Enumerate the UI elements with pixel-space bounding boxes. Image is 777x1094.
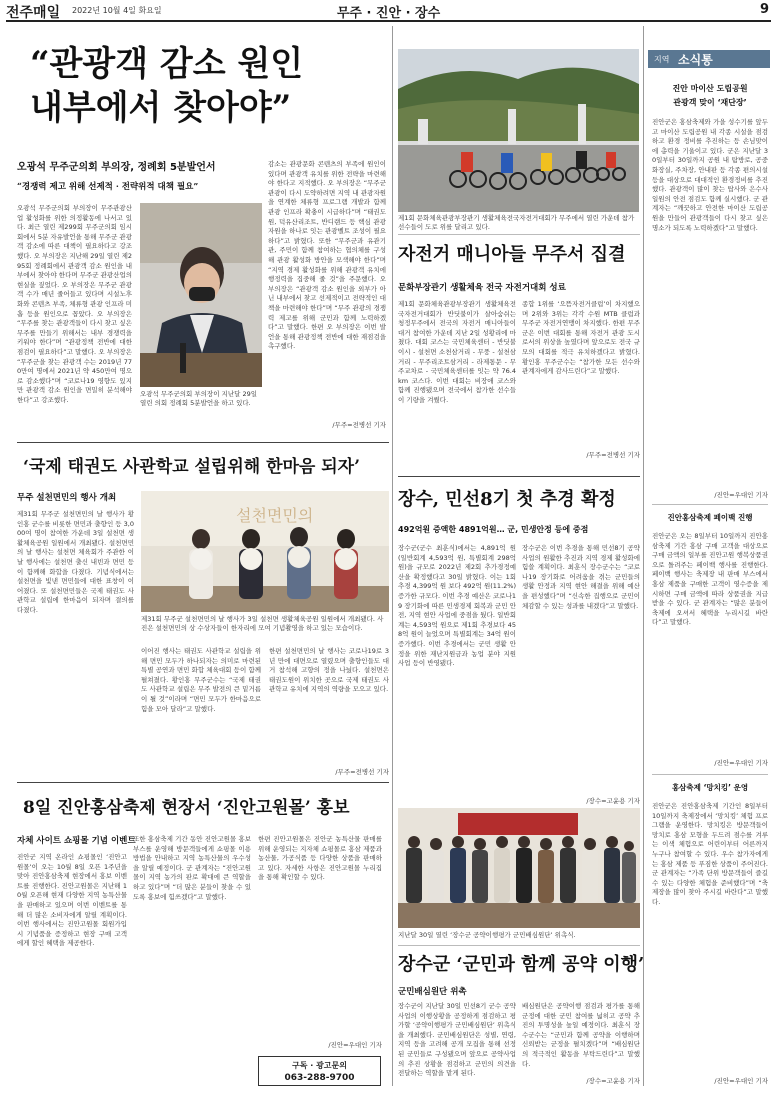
sidebar-item3-body: 진안군은 진안홍삼축제 기간인 8일부터 10일까지 축제장에서 ‘망치킹’ 체험 프로그램을 운영한다. 망치킹은 방문객들이 망치로 홍삼 모형을 두드려 점수를 겨루는 이색 체험으로 어린이부터 어른까지 누구나 참여할 수 있다. 우수 참가자에게는 홍삼 제품 등 푸짐한 상품이 주어진다. 군 관계자는 “가족 단위 방문객들이 즐길 수 있는 다양한 체험을 준비했다”며 “축제장을 많이 찾아 주시길 바란다”고 말했다. bbox=[652, 802, 768, 906]
divider bbox=[398, 234, 640, 235]
sidebar-item2-body: 진안군은 오는 8일부터 10일까지 진안홍삼축제 기간 홍삼 구매 고객을 대상으로 구매 금액의 일부를 진안고원 행복상품권으로 돌려주는 페이백 행사를 진행한다. 페이백 행사는 축제장 내 판매 부스에서 홍삼 제품을 구매한 고객이 영수증을 제시하면 구매 금액에 따라 상품권을 지급받을 수 있다. 군 관계자는 “많은 분들이 축제에 오셔서 혜택을 누리시길 바란다”고 말했다. bbox=[652, 532, 768, 627]
article6-body-col3: 한편 진안고원몰은 진안군 농특산물 판매를 위해 운영되는 지자체 쇼핑몰로 홍삼 제품과 농산물, 가공식품 등 다양한 상품을 판매하고 있다. 자세한 사항은 진안고원몰 누리집을 통해 확인할 수 있다. bbox=[258, 835, 382, 882]
article6-subheadline: 자체 사이트 쇼핑몰 기념 이벤트 bbox=[17, 836, 136, 846]
group-photo bbox=[398, 808, 640, 928]
article6-body-col1: 진안군 지역 온라인 쇼핑몰인 ‘진안고원몰’이 오는 10월 8일 오픈 1주년을 맞아 진안홍삼축제 현장에서 홍보 이벤트를 진행한다. 진안고원몰은 지난해 10월 오픈해 현재 다양한 지역 농특산물을 판매하고 있으며 이번 이벤트를 통해 더 많은 소비자에게 알릴 계획이다. 이번 행사에서는 진안고원몰 회원가입 시 기념품을 증정하고 현장 구매 고객에게 할인 혜택을 제공한다. bbox=[17, 853, 127, 948]
article4-subheadline: 492억원 증액한 4891억원… 군, 민생안정 등에 중점 bbox=[398, 525, 589, 534]
sidebar-item3-headline: 홍삼축제 ‘망치킹’ 운영 bbox=[671, 783, 749, 792]
article1-subheadline: 오광석 무주군의회 부의장, 정례회 5분발언서 bbox=[17, 162, 216, 173]
sidebar-item1-headline-2: 관광객 맞이 ‘재단장’ bbox=[673, 98, 747, 107]
section-title: 무주 · 진안 · 장수 bbox=[336, 6, 441, 21]
article1-headline-line1: “관광객 감소 원인 bbox=[30, 44, 304, 84]
article5-photo-caption: 지난달 30일 열린 ‘장수군 공약이행평가 군민배심원단’ 위촉식. bbox=[398, 931, 576, 939]
divider bbox=[652, 504, 768, 505]
article1-body-col1: 오광석 무주군의회 부의장이 무주관광산업 활성화를 위한 의정활동에 나서고 있다. 최근 열린 제299회 무주군의회 임시회에서 5분 자유발언을 통해 무주군 관광객 감소에 따른 대책이 필요하다고 강조했다. 오 부의장은 지난해 29일 열린 제295회 정례회에서 관광객 감소 원인을 내부에서 찾아야 한다며 무주군 관광산업의 현실을 짚었다. 오 부의장은 무주군 관광객 수가 매년 줄어들고 있다며 시설노후화와 콘텐츠 부족, 체류형 관광 인프라 미흡 등을 원인으로 꼽았다. 오 부의장은 “무주를 찾는 관광객들이 다시 찾고 싶은 무주를 만들기 위해서는 내부 경쟁력을 키워야 한다”며 “관광정책 전반에 대한 점검이 필요하다”고 말했다. 오 부의장은 “무주군을 찾는 관광객 수는 2019년 770만여 명에서 2021년 약 450만여 명으로 감소했다”며 “코로나19 영향도 있지만 관광객 감소 원인을 면밀히 분석해야 한다”고 강조했다. bbox=[17, 204, 132, 404]
section-divider bbox=[17, 782, 389, 783]
sidebar-item1-byline: /진안=우대인 기자 bbox=[714, 491, 768, 499]
sidebar-item1-headline-1: 진안 마이산 도립공원 bbox=[672, 84, 748, 93]
sidebar-item1-body: 진안군은 홍삼축제와 가을 성수기를 앞두고 마이산 도립공원 내 각종 시설을 점검하고 환경 정비를 추진하는 등 손님맞이에 총력을 기울이고 있다. 군은 지난달 30일부터 30일까지 공원 내 탐방로, 공중화장실, 주차장, 안내판 등 각종 편의시설 등을 대상으로 대대적인 환경정비를 추진했다. 관광객이 많이 찾는 탑사와 은수사 일원의 안전 점검도 함께 실시했다. 군 관계자는 “깨끗하고 안전한 마이산 도립공원을 만들어 관광객들이 다시 찾고 싶은 명소가 되도록 노력하겠다”고 말했다. bbox=[652, 118, 768, 232]
article1-deck: “경쟁력 제고 위해 선제적 · 전략위적 대책 필요” bbox=[17, 182, 199, 192]
article3-body-col3: 한편 설천면민의 날 행사는 코로나19로 3년 만에 대면으로 열렸으며 출향인들도 대거 참석해 고향의 정을 나눴다. 설천면은 태권도원이 위치한 곳으로 국제 태권도 사관학교 유치에 지역의 역량을 모으고 있다. bbox=[269, 647, 389, 694]
cycling-race-photo bbox=[398, 49, 639, 212]
article4-headline: 장수, 민선8기 첫 추경 확정 bbox=[398, 489, 616, 510]
article3-photo-caption: 제31회 무주군 설천면민의 날 행사가 3일 설천면 생활체육공원 일원에서 개최됐다. 사진은 설천면민의 상 수상자들이 한자리에 모여 기념촬영을 하고 있는 모습이다. bbox=[141, 615, 384, 632]
article2-body-col2: 종합 1위를 ‘으뜸자전거클럽’이 차지했으며 2위와 3위는 각각 수원 MTB 클럽과 무주군 자전거연맹이 차지했다. 한편 무주군은 이번 대회를 통해 자전거 관광 도시로서의 위상을 높였다며 앞으로도 전국 규모의 대회를 적극 유치하겠다고 밝혔다. 황인홍 무주군수는 “참가한 모든 선수와 관계자에게 감사드린다”고 말했다. bbox=[522, 300, 640, 376]
article6-body-col2: 또한 홍삼축제 기간 동안 진안고원몰 홍보부스를 운영해 방문객들에게 쇼핑몰 이용 방법을 안내하고 지역 농특산물의 우수성을 알릴 예정이다. 군 관계자는 “진안고원몰이 지역 농가의 판로 확대에 큰 역할을 하고 있다”며 “더 많은 분들이 찾을 수 있도록 홍보에 힘쓰겠다”고 말했다. bbox=[133, 835, 251, 901]
article4-body-col1: 장수군(군수 최훈식)에서는 4,891억 원(일반회계 4,593억 원, 특별회계 298억 원)을 규모로 2022년 제2회 추가경정예산을 확정했다고 30일 밝혔다. 이는 1회 추경 4,399억 원 보다 492억 원(11.2%) 증가한 규모다. 이번 추경 예산은 코로나19 장기화에 따른 민생경제 회복과 군민 안전, 지역 현안 사업에 중점을 뒀다. 일반회계는 4,593억 원으로 제1회 추경보다 458억 원이 늘었으며 특별회계는 34억 원이 증가했다. 이번 추경에서는 군민 생활 안정을 위한 재난지원금과 농업 분야 지원 사업 등이 반영됐다. bbox=[398, 544, 516, 668]
article3-body-col1: 제31회 무주군 설천면민의 날 행사가 황인홍 군수를 비롯한 면민과 출향인 등 3,000여 명이 참여한 가운데 3일 설천면 생활체육공원 일원에서 개최됐다. 설천면민의 날 행사는 설천면 체육회가 주관한 이날 행사에는 설천면 출신 내빈과 면민 등이 함께해 화합을 다졌다. 기념식에서는 설천면을 빛낸 면민들에 대한 표창이 이어졌다. 또 설천면민들은 국제 태권도 사관학교 설립에 한마음이 되자며 결의를 다졌다. bbox=[17, 510, 134, 614]
sidebar-item2-byline: /진안=우대인 기자 bbox=[714, 759, 768, 767]
section-divider bbox=[17, 442, 389, 443]
article2-photo bbox=[398, 49, 639, 212]
sidebar-banner-title: 소식통 bbox=[678, 53, 713, 67]
article3-body-col2: 이어진 행사는 태권도 사관학교 설립을 위해 면민 모두가 하나되자는 의미로 마련된 특별 공연과 면민 화합 체육대회 등이 함께 펼쳐졌다. 황인홍 무주군수는 “국제 태권도 사관학교 설립은 무주 발전의 큰 밑거름이 될 것”이라며 “면민 모두가 한마음으로 힘을 모아 달라”고 말했다. bbox=[141, 647, 261, 713]
article5-body-col2: 배심원단은 공약이행 점검과 평가를 통해 군정에 대한 군민 참여를 넓히고 공약 추진의 투명성을 높일 예정이다. 최훈식 장수군수는 “군민과 함께 공약을 이행하며 신뢰받는 군정을 펼치겠다”며 “배심원단의 적극적인 활동을 부탁드린다”고 말했다. bbox=[522, 1002, 640, 1068]
newspaper-logo: 전주매일 bbox=[6, 5, 61, 21]
article3-subheadline: 무주 설천면민의 행사 개최 bbox=[17, 493, 117, 503]
article2-photo-caption: 제1회 문화체육관광부장관기 생활체육전국자전거대회가 무주에서 열린 가운데 참가 선수들이 도로 위를 달리고 있다. bbox=[398, 214, 635, 231]
article1-body-col3: 감소는 관광문화 콘텐츠의 부족에 원인이 있다며 관광객 유치를 위한 전략을 마련해야 한다고 지적했다. 오 부의장은 “무주군 관광이 다시 도약하려면 지역 내 관광자원을 연계한 체류형 프로그램 개발과 함께 관광 인프라 확충이 시급하다”며 “태권도원, 덕유산리조트, 반디랜드 등 핵심 관광자원을 하나로 잇는 관광벨트 조성이 필요하다”고 밝혔다. 또한 “무주군과 유관기관, 주민이 함께 참여하는 협의체를 구성해 관광 활성화 방안을 모색해야 한다”며 “지역 경제 활성화를 위해 관광객 유치에 행정력을 집중해 줄 것”을 주문했다. 오 부의장은 “관광객 감소 원인을 외부가 아닌 내부에서 찾고 선제적이고 전략적인 대책을 마련해야 한다”며 “무주 관광의 경쟁력 제고를 위해 군민과 함께 노력하겠다”고 말했다. 한편 오 부의장은 이번 발언을 통해 관광정책 전반에 대한 재점검을 촉구했다. bbox=[268, 160, 386, 351]
article5-body-col1: 장수군이 지난달 30일 민선8기 군수 공약사업의 이행상황을 공정하게 점검하고 평가할 ‘공약이행평가 군민배심원단’ 위촉식을 개최했다. 군민배심원단은 성별, 연령, 지역 등을 고려해 공개 모집을 통해 선정된 군민들로 구성됐으며 앞으로 공약사업의 추진 상황을 점검하고 군민의 의견을 전달하는 역할을 맡게 된다. bbox=[398, 1002, 516, 1078]
sidebar-banner bbox=[648, 50, 770, 68]
article6-byline: /진안=우대인 기자 bbox=[328, 1041, 382, 1049]
column-divider bbox=[643, 26, 644, 1086]
article3-photo bbox=[141, 491, 389, 612]
section-divider bbox=[398, 476, 640, 477]
article1-photo bbox=[140, 203, 262, 387]
subscription-ad bbox=[258, 1056, 381, 1086]
article4-body-col2: 장수군은 이번 추경을 통해 민선8기 공약사업의 원활한 추진과 지역 경제 활성화에 힘쓸 계획이다. 최훈식 장수군수는 “코로나19 장기화로 어려움을 겪는 군민들의 생활 안정과 지역 현안 해결을 위해 예산을 편성했다”며 “신속한 집행으로 군민이 체감할 수 있는 성과를 내겠다”고 말했다. bbox=[522, 544, 640, 610]
ad-phone: 063-288-9700 bbox=[284, 1073, 355, 1083]
svg-text:설천면민의: 설천면민의 bbox=[236, 506, 314, 525]
issue-date: 2022년 10월 4일 화요일 bbox=[72, 6, 162, 15]
article2-subheadline: 문화부장관기 생활체육 전국 자전거대회 성료 bbox=[398, 283, 566, 293]
article6-headline: 8일 진안홍삼축제 현장서 ‘진안고원몰’ 홍보 bbox=[23, 798, 350, 818]
award-photo bbox=[141, 491, 389, 612]
article2-headline: 자전거 매니아들 무주서 집결 bbox=[398, 244, 626, 265]
article1-headline-line2: 내부에서 찾아야” bbox=[30, 88, 292, 128]
speaker-photo bbox=[140, 203, 262, 387]
article2-byline: /무주=전병선 기자 bbox=[586, 451, 640, 459]
article3-byline: /무주=전병선 기자 bbox=[335, 768, 389, 776]
sidebar-item2-headline: 진안홍삼축제 페이백 진행 bbox=[667, 513, 753, 522]
article3-headline: ‘국제 태권도 사관학교 설립위해 한마음 되자’ bbox=[23, 457, 361, 477]
article5-subheadline: 군민배심원단 위촉 bbox=[398, 987, 467, 997]
divider bbox=[398, 945, 640, 946]
article2-body-col1: 제1회 문화체육관광부장관기 생활체육전국자전거대회가 반딧불이가 살아숨쉬는 청정무주에서 전국의 자전거 매니아들이 대거 참여한 가운데 지난 2일 성황리에 마쳤다. 대회 코스는 국민체육센터 - 반딧불이시 - 설천면 소천삼거리 - 무풍 - 설천삼거리 - 무주리조트삼거리 - 라제통문 - 무주교차로 - 국민체육센터를 잇는 약 76.4km 코스다. 이번 대회는 비장애 코스와 함께 진행됐으며 전국에서 참가한 선수들이 기량을 겨뤘다. bbox=[398, 300, 516, 404]
sidebar-banner-label: 지역 bbox=[654, 55, 670, 64]
masthead bbox=[6, 0, 771, 22]
article4-byline: /장수=고윤용 기자 bbox=[586, 797, 640, 805]
sidebar-item3-byline: /진안=우대인 기자 bbox=[714, 1077, 768, 1085]
column-divider bbox=[392, 26, 393, 1086]
page-number: 9 bbox=[759, 2, 769, 17]
divider bbox=[652, 774, 768, 775]
article1-photo-caption: 오광석 무주군의회 부의장이 지난달 29일 열린 의회 정례회 5분발언을 하고 있다. bbox=[140, 390, 257, 407]
article5-headline: 장수군 ‘군민과 함께 공약 이행’ bbox=[398, 954, 645, 975]
article1-byline: /무주=전병선 기자 bbox=[332, 421, 386, 429]
article5-photo bbox=[398, 808, 640, 928]
article5-byline: /장수=고윤용 기자 bbox=[586, 1077, 640, 1085]
ad-title: 구독 · 광고문의 bbox=[292, 1061, 347, 1070]
